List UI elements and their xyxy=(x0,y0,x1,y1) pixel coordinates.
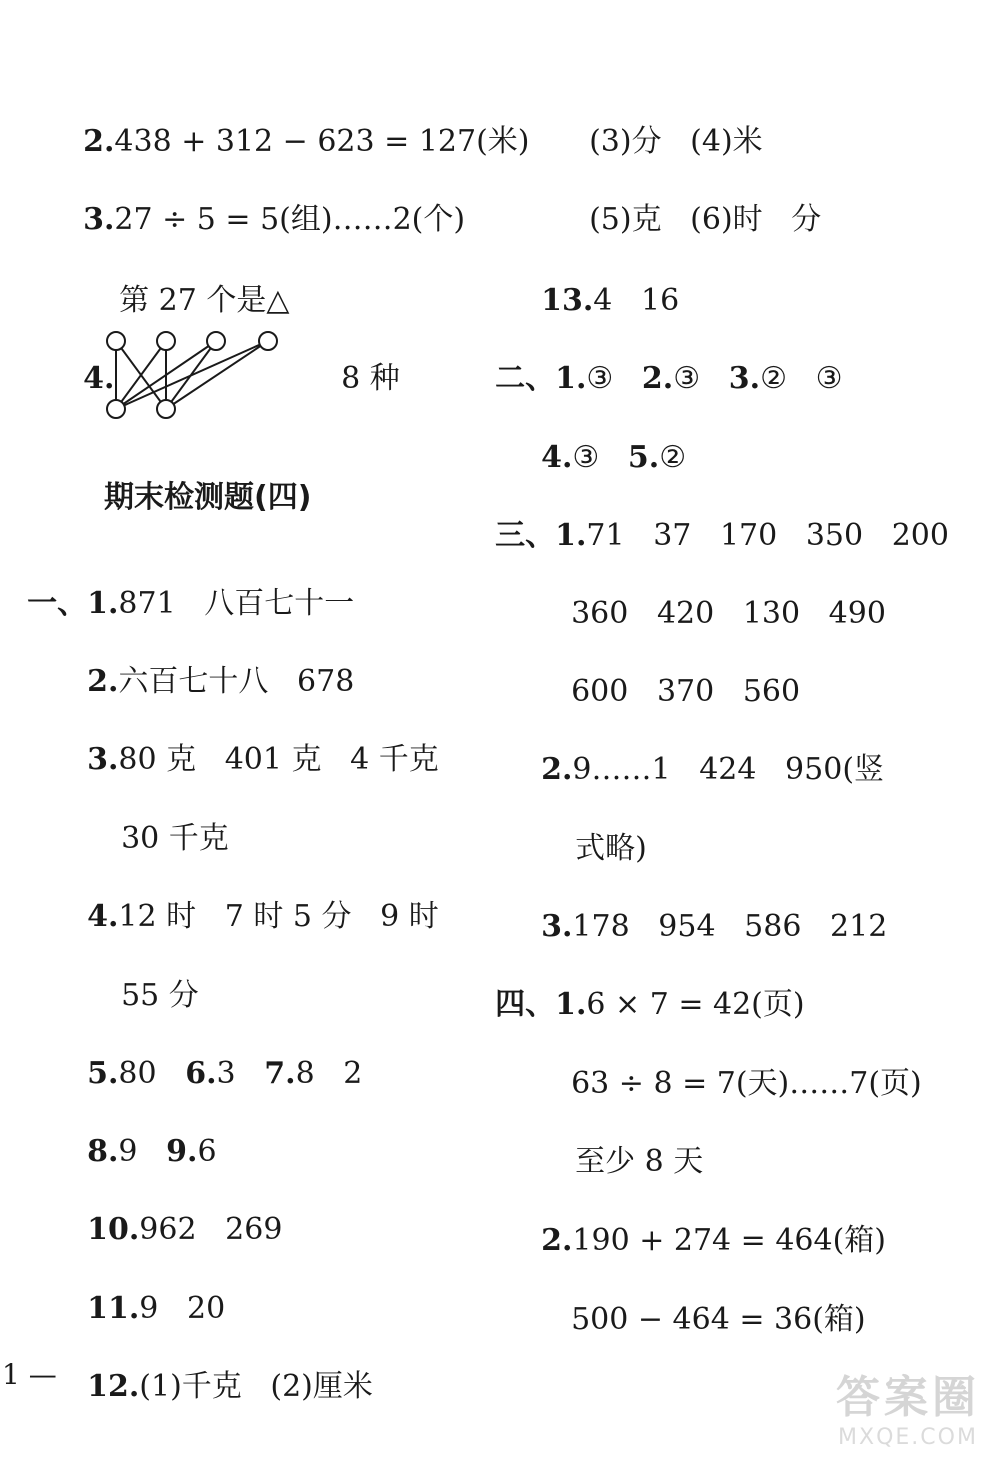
answer-line xyxy=(68,1098,217,1170)
answer-line xyxy=(8,550,354,622)
item-text: 第 27 个是△ xyxy=(119,283,290,318)
item-number: 3. xyxy=(83,202,115,237)
item-number: 2. xyxy=(541,752,573,787)
item-number: 4. xyxy=(541,440,573,475)
item-text: 至少 8 天 xyxy=(575,1144,704,1179)
answer-line xyxy=(68,628,354,700)
item-text: 30 千克 xyxy=(121,821,229,856)
answer-line xyxy=(68,1333,373,1405)
item-text: ② xyxy=(659,440,687,475)
item-number: 3. xyxy=(728,361,761,396)
item-number: 12. xyxy=(87,1369,140,1404)
item-number: 2. xyxy=(83,124,115,159)
item-text: 9 20 xyxy=(139,1291,226,1326)
item-text: 71 37 170 350 200 xyxy=(586,518,949,553)
item-number: 13. xyxy=(541,283,594,318)
answer-line xyxy=(522,1187,886,1259)
page-number: 1 — xyxy=(2,1358,57,1391)
answer-line xyxy=(68,1020,362,1092)
answer-line xyxy=(522,873,887,945)
item-number: 6. xyxy=(185,1056,217,1091)
item-text: 12 时 7 时 5 分 9 时 xyxy=(118,899,439,934)
item-text: (1)千克 (2)厘米 xyxy=(139,1369,373,1404)
item-number: 二、1. xyxy=(495,361,587,396)
top-node xyxy=(107,332,125,350)
item-number: 2. xyxy=(641,361,674,396)
answer-line xyxy=(102,785,229,857)
item-text: 80 xyxy=(118,1056,157,1091)
item-text: ③ xyxy=(673,361,701,396)
item-text: 600 370 560 xyxy=(571,674,801,709)
item-text: 962 269 xyxy=(139,1212,283,1247)
item-text: 4 16 xyxy=(593,283,680,318)
answer-line xyxy=(64,166,465,238)
answer-line xyxy=(64,88,529,160)
answer-line xyxy=(552,1030,922,1102)
top-node xyxy=(207,332,225,350)
answer-line xyxy=(68,706,439,778)
item-text: 178 954 586 212 xyxy=(572,909,888,944)
answer-line xyxy=(476,325,843,397)
item-text: 3 xyxy=(216,1056,236,1091)
item-text: 80 克 401 克 4 千克 xyxy=(118,742,439,777)
item-text: 六百七十八 678 xyxy=(118,664,355,699)
item-text: 871 八百七十一 xyxy=(118,586,355,621)
answer-line xyxy=(552,560,886,632)
watermark xyxy=(836,1361,980,1450)
item-number: 四、1. xyxy=(495,987,587,1022)
item-text: 190 + 274 = 464(箱) xyxy=(572,1223,887,1258)
top-node xyxy=(259,332,277,350)
item-number: 4. xyxy=(87,899,119,934)
item-text: 9……1 424 950(竖 xyxy=(572,752,885,787)
item-number: 5. xyxy=(87,1056,119,1091)
item-text: 63 ÷ 8 = 7(天)……7(页) xyxy=(571,1066,922,1101)
answer-line xyxy=(100,247,289,319)
answer-line xyxy=(322,325,400,397)
item-text: 360 420 130 490 xyxy=(571,596,886,631)
item-number: 3. xyxy=(541,909,573,944)
item-number: 10. xyxy=(87,1212,140,1247)
item-number: 5. xyxy=(627,440,660,475)
answer-line xyxy=(552,638,800,710)
item-number: 3. xyxy=(87,742,119,777)
top-node xyxy=(157,332,175,350)
item-text: 8 2 xyxy=(295,1056,363,1091)
answer-line xyxy=(476,482,949,554)
answer-line xyxy=(68,1176,282,1248)
item-number: 2. xyxy=(87,664,119,699)
watermark-url: MXQE.COM xyxy=(838,1425,978,1450)
answer-line xyxy=(552,1266,866,1338)
item-text: ③ xyxy=(572,440,600,475)
item-text: 27 ÷ 5 = 5(组)……2(个) xyxy=(114,202,466,237)
answer-line xyxy=(556,1108,703,1180)
item-number: 2. xyxy=(541,1223,573,1258)
section-title: 期末检测题(四) xyxy=(104,480,312,515)
item-text: 55 分 xyxy=(121,978,199,1013)
item-number: 11. xyxy=(87,1291,140,1326)
item-text: 9 xyxy=(118,1134,138,1169)
answer-line xyxy=(570,88,763,160)
item-text: ③ xyxy=(586,361,614,396)
bottom-node xyxy=(157,400,175,418)
answer-line xyxy=(556,795,647,867)
answer-line xyxy=(68,863,439,935)
item-number: 4. xyxy=(83,361,115,396)
answer-line xyxy=(476,951,805,1023)
item-number: 9. xyxy=(166,1134,198,1169)
item-text: 500 − 464 = 36(箱) xyxy=(571,1302,866,1337)
bottom-node xyxy=(107,400,125,418)
answer-line xyxy=(570,166,821,238)
answer-line xyxy=(102,942,199,1014)
item-number: 一、1. xyxy=(27,586,119,621)
answer-line xyxy=(522,716,884,788)
item-number: 7. xyxy=(264,1056,296,1091)
item-text: ② ③ xyxy=(760,361,843,396)
answer-line xyxy=(522,247,679,319)
item-text: 6 × 7 = 42(页) xyxy=(586,987,805,1022)
item-text: (3)分 (4)米 xyxy=(589,124,763,159)
matching-diagram xyxy=(100,325,290,425)
item-text: 438 + 312 − 623 = 127(米) xyxy=(114,124,530,159)
item-number: 三、1. xyxy=(495,518,587,553)
watermark-logo: 答案圈 xyxy=(836,1372,980,1423)
item-text: 式略) xyxy=(575,831,647,866)
answer-line xyxy=(68,1255,225,1327)
item-number: 8. xyxy=(87,1134,119,1169)
item-text: 8 种 xyxy=(341,361,400,396)
item-text: 6 xyxy=(197,1134,217,1169)
answer-line xyxy=(522,404,686,476)
item-text: (5)克 (6)时 分 xyxy=(589,202,822,237)
